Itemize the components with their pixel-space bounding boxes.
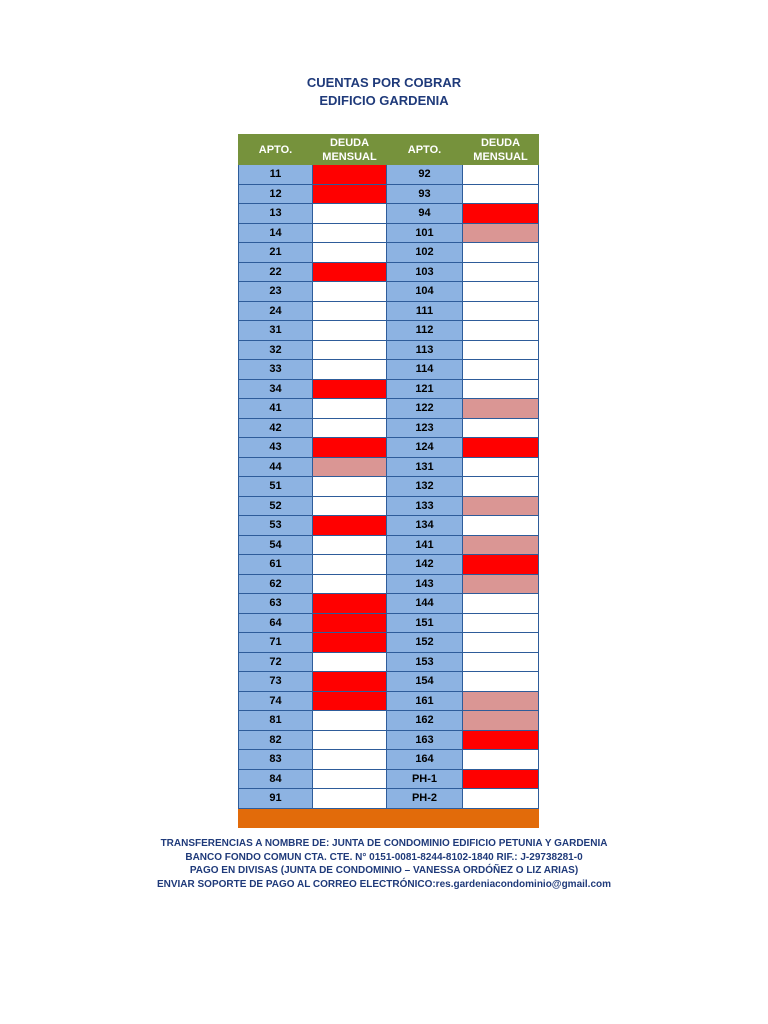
apartment-number: 114 xyxy=(387,360,463,380)
apartment-number: 41 xyxy=(239,399,313,419)
table-row xyxy=(239,418,539,438)
apartment-number: 113 xyxy=(387,340,463,360)
apartment-number: 54 xyxy=(239,535,313,555)
apartment-number: 34 xyxy=(239,379,313,399)
debt-status-cell xyxy=(313,730,387,750)
header-apto-left: APTO. xyxy=(239,135,313,165)
debt-status-cell xyxy=(463,691,539,711)
table-row xyxy=(239,360,539,380)
debt-status-cell xyxy=(313,613,387,633)
debt-status-cell xyxy=(463,750,539,770)
table-row xyxy=(239,379,539,399)
apartment-number: 52 xyxy=(239,496,313,516)
header-apto-right: APTO. xyxy=(387,135,463,165)
apartment-number: 104 xyxy=(387,282,463,302)
debt-status-cell xyxy=(313,672,387,692)
table-row xyxy=(239,789,539,809)
apartment-number: 81 xyxy=(239,711,313,731)
debt-status-cell xyxy=(313,262,387,282)
table-row xyxy=(239,399,539,419)
debt-status-cell xyxy=(313,652,387,672)
apartment-number: 14 xyxy=(239,223,313,243)
debt-status-cell xyxy=(463,477,539,497)
apartment-number: 124 xyxy=(387,438,463,458)
apartment-number: 73 xyxy=(239,672,313,692)
debt-status-cell xyxy=(313,496,387,516)
apartment-number: 62 xyxy=(239,574,313,594)
table-row xyxy=(239,652,539,672)
debt-status-cell xyxy=(313,711,387,731)
apartment-number: 61 xyxy=(239,555,313,575)
apartment-number: 141 xyxy=(387,535,463,555)
debt-status-cell xyxy=(313,301,387,321)
debt-status-cell xyxy=(463,438,539,458)
apartment-number: 134 xyxy=(387,516,463,536)
apartment-number: 143 xyxy=(387,574,463,594)
table-row xyxy=(239,574,539,594)
apartment-number: 161 xyxy=(387,691,463,711)
apartment-number: 103 xyxy=(387,262,463,282)
debt-status-cell xyxy=(463,730,539,750)
footer-bar-cell xyxy=(239,808,539,827)
table-row xyxy=(239,613,539,633)
apartment-number: 22 xyxy=(239,262,313,282)
debt-status-cell xyxy=(463,262,539,282)
apartment-number: 111 xyxy=(387,301,463,321)
debt-status-cell xyxy=(313,379,387,399)
table-row xyxy=(239,184,539,204)
debt-status-cell xyxy=(463,516,539,536)
table-row xyxy=(239,535,539,555)
debt-status-cell xyxy=(463,633,539,653)
debt-status-cell xyxy=(313,282,387,302)
apartment-number: 122 xyxy=(387,399,463,419)
apartment-number: 121 xyxy=(387,379,463,399)
table-row xyxy=(239,223,539,243)
debt-status-cell xyxy=(463,418,539,438)
apartment-number: 51 xyxy=(239,477,313,497)
debt-status-cell xyxy=(463,457,539,477)
footer-currency-line: PAGO EN DIVISAS (JUNTA DE CONDOMINIO – VANESSA ORDÓÑEZ O LIZ ARIAS) xyxy=(189,865,579,876)
debt-status-cell xyxy=(463,204,539,224)
table-row xyxy=(239,477,539,497)
table-row xyxy=(239,769,539,789)
debt-status-cell xyxy=(313,535,387,555)
debt-status-cell xyxy=(463,594,539,614)
debt-status-cell xyxy=(463,652,539,672)
debt-status-cell xyxy=(463,321,539,341)
debt-status-cell xyxy=(463,223,539,243)
debt-status-cell xyxy=(463,711,539,731)
debt-status-cell xyxy=(313,418,387,438)
apartment-number: 152 xyxy=(387,633,463,653)
debt-status-cell xyxy=(313,457,387,477)
table-row xyxy=(239,457,539,477)
apartment-number: 43 xyxy=(239,438,313,458)
apartment-number: 72 xyxy=(239,652,313,672)
apartment-number: 74 xyxy=(239,691,313,711)
debt-status-cell xyxy=(313,516,387,536)
apartment-number: 151 xyxy=(387,613,463,633)
table-row xyxy=(239,594,539,614)
debt-status-cell xyxy=(463,789,539,809)
table-row xyxy=(239,496,539,516)
apartment-number: 32 xyxy=(239,340,313,360)
apartment-number: 84 xyxy=(239,769,313,789)
footer-transfer-line: TRANSFERENCIAS A NOMBRE DE: JUNTA DE CONDOMINIO EDIFICIO PETUNIA Y GARDENIA xyxy=(160,838,608,849)
apartment-number: 94 xyxy=(387,204,463,224)
apartment-number: 21 xyxy=(239,243,313,263)
debt-status-cell xyxy=(313,691,387,711)
debt-status-cell xyxy=(463,165,539,185)
debt-status-cell xyxy=(463,301,539,321)
apartment-number: 42 xyxy=(239,418,313,438)
apartment-number: 162 xyxy=(387,711,463,731)
debt-status-cell xyxy=(463,282,539,302)
table-row xyxy=(239,282,539,302)
apartment-number: 23 xyxy=(239,282,313,302)
debt-status-cell xyxy=(463,399,539,419)
footer-email-line: ENVIAR SOPORTE DE PAGO AL CORREO ELECTRÓNICO:res.gardeniacondominio@gmail.com xyxy=(156,879,612,890)
debt-status-cell xyxy=(313,789,387,809)
accounts-receivable-table xyxy=(238,134,539,828)
debt-status-cell xyxy=(313,477,387,497)
apartment-number: 164 xyxy=(387,750,463,770)
debt-status-cell xyxy=(313,184,387,204)
debt-status-cell xyxy=(463,535,539,555)
apartment-number: 24 xyxy=(239,301,313,321)
apartment-number: 153 xyxy=(387,652,463,672)
debt-status-cell xyxy=(463,613,539,633)
header-deuda-right: DEUDA MENSUAL xyxy=(463,135,539,165)
apartment-number: 133 xyxy=(387,496,463,516)
table-row xyxy=(239,438,539,458)
apartment-number: 31 xyxy=(239,321,313,341)
debt-status-cell xyxy=(313,340,387,360)
table-body xyxy=(239,165,539,828)
apartment-number: 91 xyxy=(239,789,313,809)
apartment-number: 71 xyxy=(239,633,313,653)
table-row xyxy=(239,691,539,711)
table-row xyxy=(239,340,539,360)
apartment-number: 82 xyxy=(239,730,313,750)
debt-status-cell xyxy=(313,243,387,263)
debt-status-cell xyxy=(313,438,387,458)
debt-status-cell xyxy=(463,672,539,692)
debt-status-cell xyxy=(313,399,387,419)
apartment-number: 53 xyxy=(239,516,313,536)
table-row xyxy=(239,555,539,575)
apartment-number: 33 xyxy=(239,360,313,380)
debt-status-cell xyxy=(463,360,539,380)
apartment-number: 63 xyxy=(239,594,313,614)
table-row xyxy=(239,750,539,770)
apartment-number: 144 xyxy=(387,594,463,614)
apartment-number: 101 xyxy=(387,223,463,243)
debt-status-cell xyxy=(313,555,387,575)
apartment-number: 92 xyxy=(387,165,463,185)
apartment-number: 132 xyxy=(387,477,463,497)
table-row xyxy=(239,165,539,185)
debt-status-cell xyxy=(313,360,387,380)
debt-status-cell xyxy=(313,574,387,594)
apartment-number: 163 xyxy=(387,730,463,750)
apartment-number: 102 xyxy=(387,243,463,263)
apartment-number: 11 xyxy=(239,165,313,185)
table-row xyxy=(239,243,539,263)
table-footer-bar xyxy=(239,808,539,827)
debt-status-cell xyxy=(463,340,539,360)
apartment-number: 93 xyxy=(387,184,463,204)
apartment-number: 112 xyxy=(387,321,463,341)
debt-status-cell xyxy=(313,165,387,185)
debt-status-cell xyxy=(463,184,539,204)
table-row xyxy=(239,711,539,731)
apartment-number: 64 xyxy=(239,613,313,633)
apartment-number: 123 xyxy=(387,418,463,438)
table-row xyxy=(239,672,539,692)
apartment-number: PH-2 xyxy=(387,789,463,809)
debt-status-cell xyxy=(463,574,539,594)
apartment-number: 44 xyxy=(239,457,313,477)
table-header-row xyxy=(239,135,539,165)
page-title: CUENTAS POR COBRAR xyxy=(306,75,462,90)
apartment-number: 83 xyxy=(239,750,313,770)
debt-status-cell xyxy=(463,555,539,575)
table-row xyxy=(239,262,539,282)
debt-status-cell xyxy=(313,321,387,341)
table-row xyxy=(239,204,539,224)
table-row xyxy=(239,301,539,321)
footer-bank-line: BANCO FONDO COMUN CTA. CTE. N° 0151-0081-8244-8102-1840 RIF.: J-29738281-0 xyxy=(185,852,583,863)
debt-status-cell xyxy=(463,769,539,789)
apartment-number: 154 xyxy=(387,672,463,692)
debt-status-cell xyxy=(313,769,387,789)
debt-status-cell xyxy=(313,594,387,614)
debt-status-cell xyxy=(463,243,539,263)
page-subtitle: EDIFICIO GARDENIA xyxy=(319,93,449,108)
debt-status-cell xyxy=(313,750,387,770)
header-deuda-left: DEUDA MENSUAL xyxy=(313,135,387,165)
debt-status-cell xyxy=(463,496,539,516)
apartment-number: 142 xyxy=(387,555,463,575)
table-row xyxy=(239,321,539,341)
debt-status-cell xyxy=(463,379,539,399)
debt-status-cell xyxy=(313,204,387,224)
apartment-number: 13 xyxy=(239,204,313,224)
table-row xyxy=(239,730,539,750)
table-row xyxy=(239,516,539,536)
table-row xyxy=(239,633,539,653)
debt-status-cell xyxy=(313,633,387,653)
apartment-number: PH-1 xyxy=(387,769,463,789)
apartment-number: 12 xyxy=(239,184,313,204)
apartment-number: 131 xyxy=(387,457,463,477)
debt-status-cell xyxy=(313,223,387,243)
